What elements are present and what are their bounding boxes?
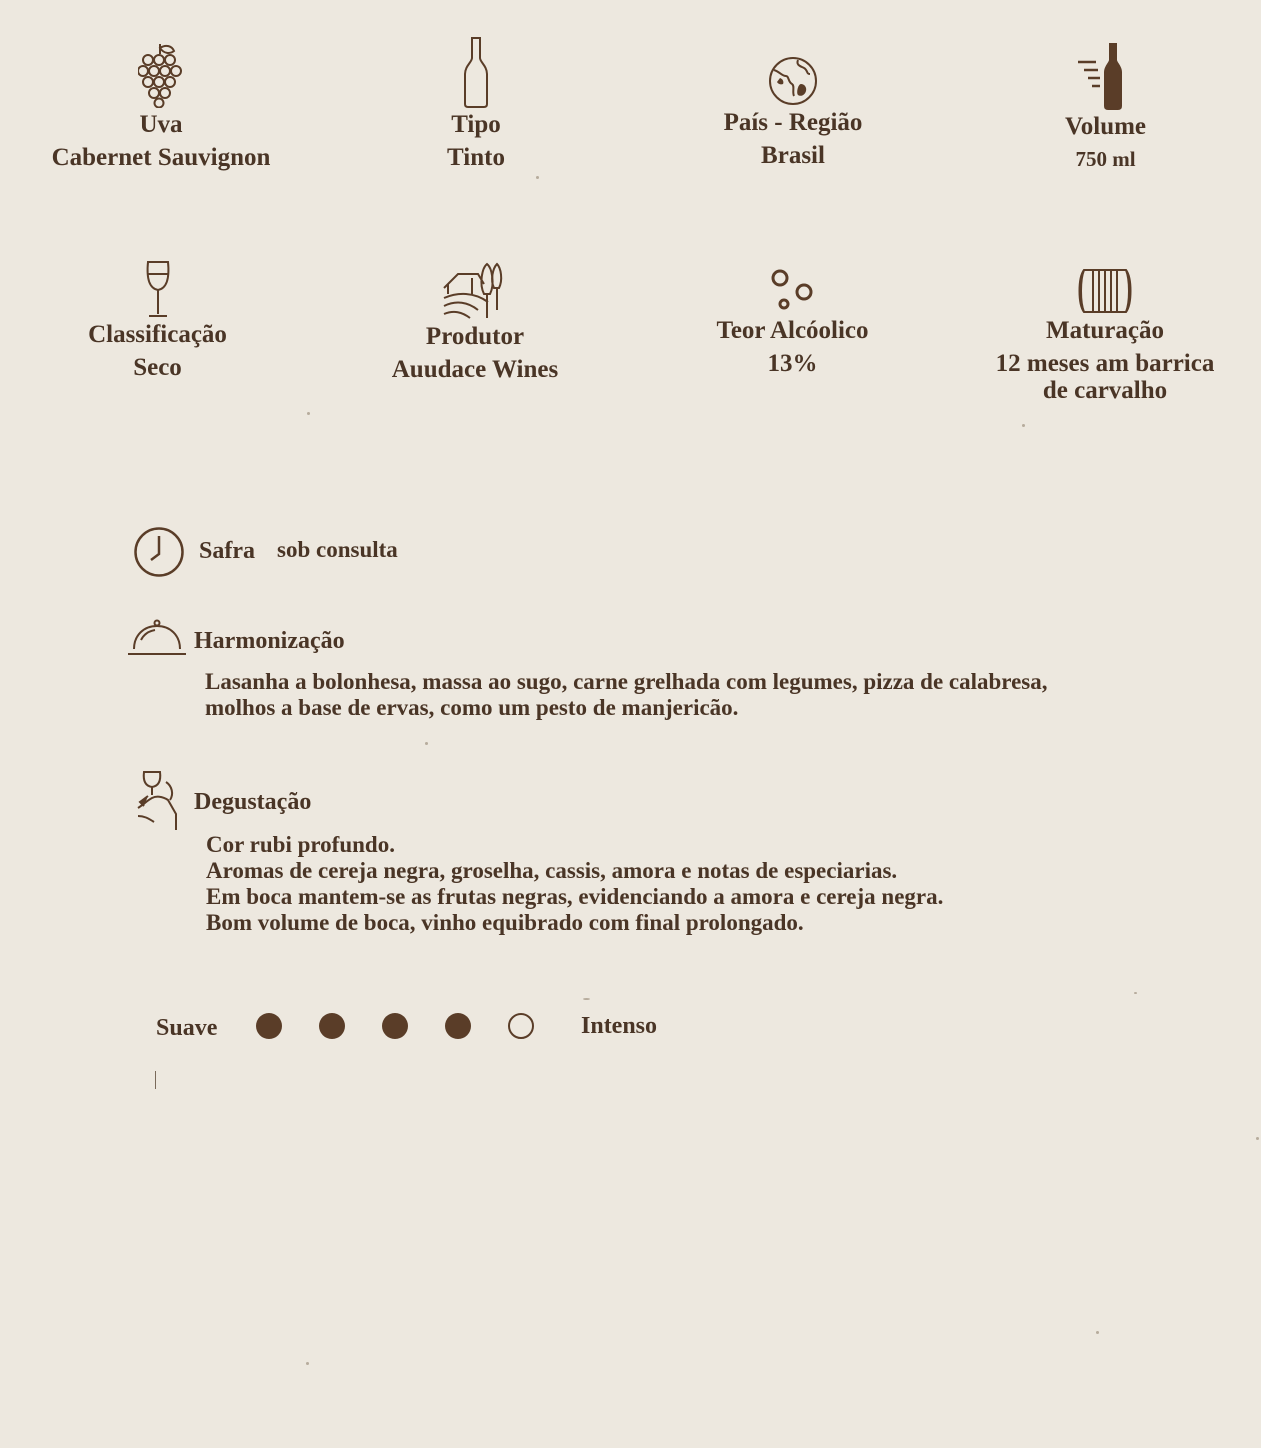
- tasting-hand-icon: [134, 768, 182, 834]
- barrel-icon: [1076, 268, 1134, 314]
- spec-produtor: [375, 258, 575, 383]
- winery-icon: [442, 258, 508, 320]
- safra-label: Safra: [199, 538, 255, 564]
- spec-value: Cabernet Sauvignon: [51, 144, 271, 171]
- spec-pais-regiao: [693, 56, 893, 169]
- wine-glass-icon: [144, 260, 172, 318]
- intensity-dot-filled: [256, 1013, 282, 1039]
- globe-icon: [768, 56, 818, 106]
- safra-value: sob consulta: [277, 537, 398, 562]
- spec-tipo: [396, 36, 556, 171]
- spec-label: Classificação: [88, 321, 227, 348]
- intensity-dot-filled: [319, 1013, 345, 1039]
- spec-label: Produtor: [425, 323, 525, 350]
- spec-value: Auudace Wines: [391, 356, 559, 383]
- spec-classificacao: [70, 260, 245, 381]
- spec-value: Brasil: [761, 142, 825, 169]
- harmonizacao-label: Harmonização: [194, 628, 345, 654]
- spec-label: País - Região: [723, 109, 863, 136]
- intensity-dot-filled: [445, 1013, 471, 1039]
- harmonizacao-text: Lasanha a bolonhesa, massa ao sugo, carne grelhada com legumes, pizza de calabresa, molhos a base de ervas, como um pesto de manjericão.: [205, 669, 1048, 720]
- text-cursor: [155, 1071, 158, 1089]
- spec-label: Uva: [139, 111, 183, 138]
- intensity-dot-filled: [382, 1013, 408, 1039]
- grapes-icon: [138, 42, 184, 108]
- spec-value: Tinto: [447, 144, 505, 171]
- bubbles-icon: [768, 266, 818, 314]
- spec-label: Maturação: [1045, 317, 1165, 344]
- clock-icon: [133, 526, 185, 578]
- spec-label: Tipo: [451, 111, 501, 138]
- intensity-left-label: Suave: [156, 1015, 218, 1041]
- spec-value: 13%: [767, 350, 818, 377]
- bottle-outline-icon: [463, 36, 489, 108]
- intensity-right-label: Intenso: [581, 1013, 658, 1039]
- spec-volume: [1023, 42, 1188, 173]
- spec-value: 12 meses am barrica de carvalho: [995, 350, 1215, 404]
- spec-teor-alcoolico: [690, 266, 895, 377]
- degustacao-label: Degustação: [194, 789, 312, 815]
- spec-maturacao: [980, 268, 1230, 404]
- intensity-dot-empty: [508, 1013, 534, 1039]
- bottle-filled-icon: [1076, 42, 1136, 110]
- spec-value: Seco: [133, 354, 182, 381]
- spec-value: 750 ml: [1075, 147, 1136, 171]
- spec-label: Teor Alcóolico: [716, 317, 869, 344]
- spec-label: Volume: [1064, 113, 1147, 140]
- degustacao-text: Cor rubi profundo. Aromas de cereja negra, groselha, cassis, amora e notas de especiarias. Em boca mantem-se as frutas negras, evidenciando a amora e cereja negra. Bom volume de boca, vinho equibrado com final prolongado.: [206, 832, 944, 935]
- cloche-icon: [127, 618, 187, 658]
- spec-uva: [30, 42, 292, 171]
